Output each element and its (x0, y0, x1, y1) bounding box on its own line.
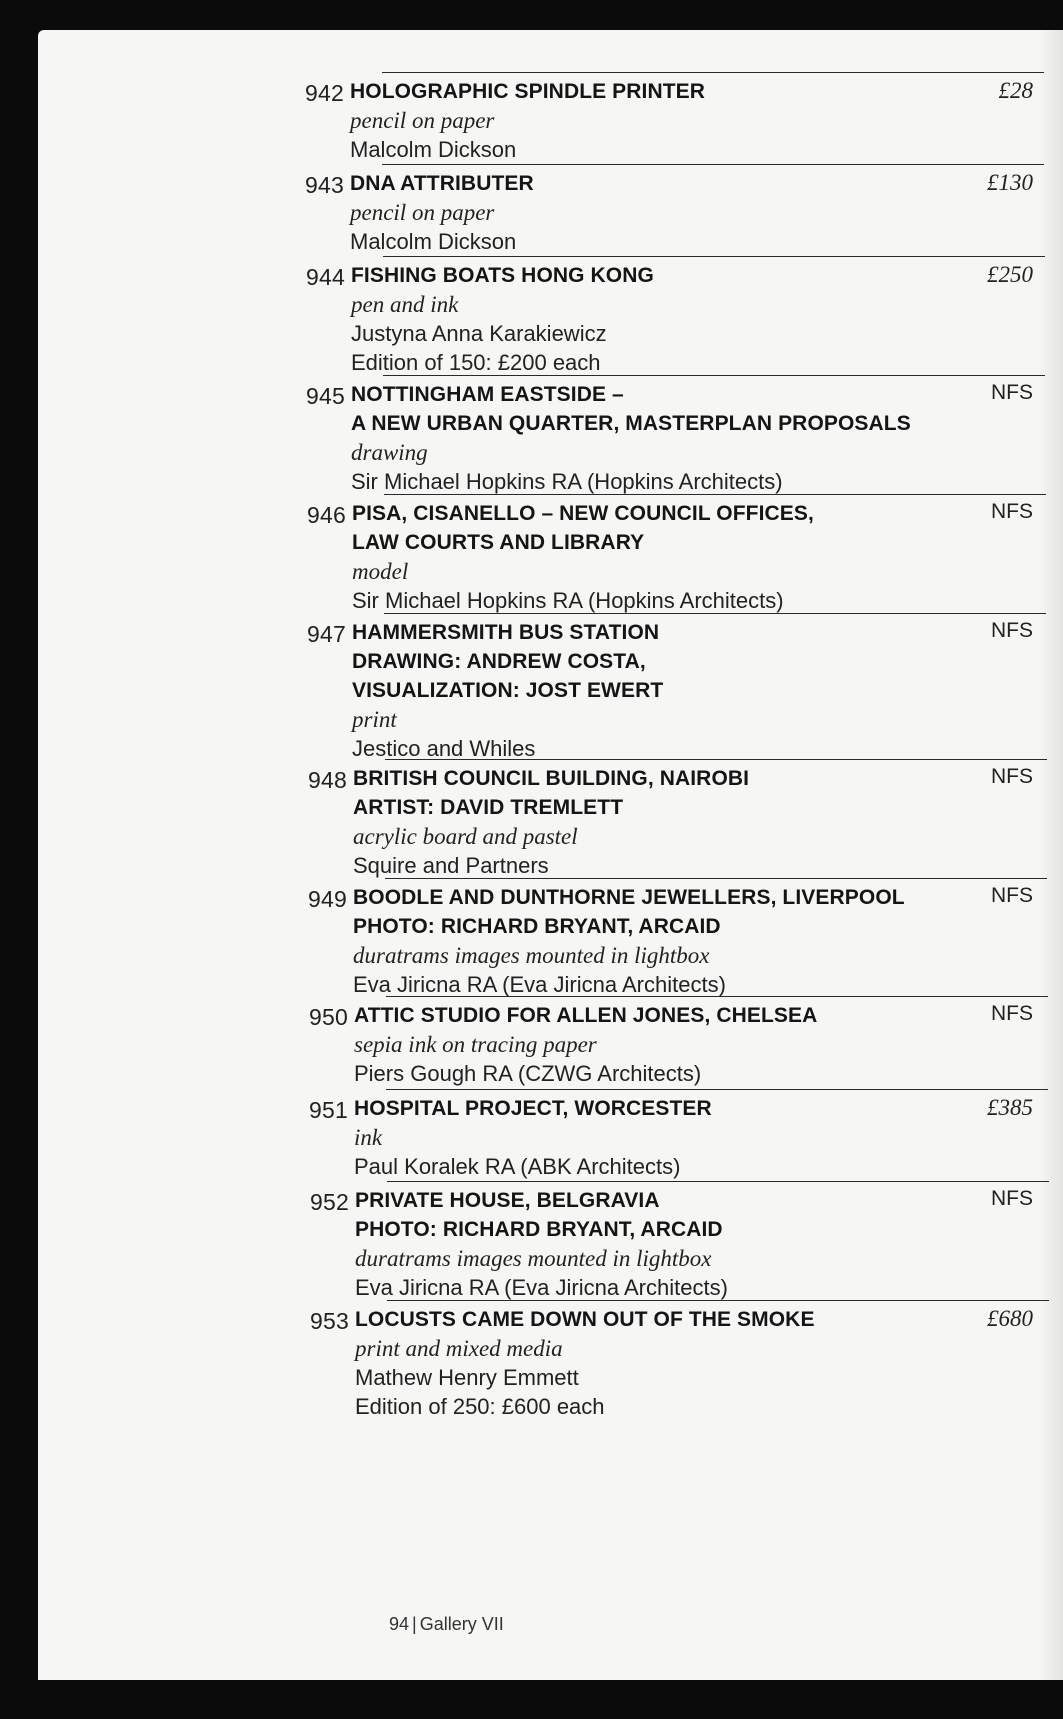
entry-price: £28 (998, 78, 1033, 103)
entry-artist: Eva Jiricna RA (Eva Jiricna Architects) (353, 972, 726, 997)
entry-medium: duratrams images mounted in lightbox (353, 943, 710, 968)
entry-title-line: VISUALIZATION: JOST EWERT (352, 679, 664, 702)
entry-edition: Edition of 250: £600 each (355, 1394, 605, 1419)
entry-medium: pencil on paper (350, 108, 495, 133)
entry-details (355, 1305, 815, 1421)
entry-price: NFS (991, 884, 1033, 907)
entry-medium: duratrams images mounted in lightbox (355, 1246, 712, 1271)
entry-artist: Sir Michael Hopkins RA (Hopkins Architects) (352, 588, 784, 613)
entry-medium: print (352, 707, 397, 732)
entry-artist: Sir Michael Hopkins RA (Hopkins Architects) (351, 469, 783, 494)
entry-number: 942 (305, 80, 344, 106)
entry-details (353, 883, 905, 999)
entry-title-line: A NEW URBAN QUARTER, MASTERPLAN PROPOSALS (351, 412, 911, 435)
entry-title-line: LOCUSTS CAME DOWN OUT OF THE SMOKE (355, 1308, 815, 1331)
entry-price: NFS (991, 500, 1033, 523)
entry-number: 943 (305, 172, 344, 198)
entry-details (351, 380, 911, 496)
entry-title-line: DNA ATTRIBUTER (350, 172, 534, 195)
entry-artist: Eva Jiricna RA (Eva Jiricna Architects) (355, 1275, 728, 1300)
entry-title-line: HOLOGRAPHIC SPINDLE PRINTER (350, 80, 706, 103)
entry-artist: Squire and Partners (353, 853, 549, 878)
entry-artist: Malcolm Dickson (350, 229, 517, 254)
entry-price: NFS (991, 1002, 1033, 1025)
entry-number: 947 (307, 621, 346, 647)
entry-price: NFS (991, 765, 1033, 788)
entry-title-line: ARTIST: DAVID TREMLETT (353, 796, 624, 819)
entry-divider (387, 1181, 1049, 1182)
entry-divider (383, 256, 1045, 257)
entry-price: NFS (991, 381, 1033, 404)
entry-title-line: ATTIC STUDIO FOR ALLEN JONES, CHELSEA (354, 1004, 818, 1027)
entry-artist: Jestico and Whiles (352, 736, 536, 761)
entry-artist: Justyna Anna Karakiewicz (351, 321, 607, 346)
entry-price: £680 (987, 1306, 1033, 1331)
entry-divider (382, 72, 1044, 73)
page-footer (389, 1614, 504, 1635)
entry-number: 949 (308, 886, 347, 912)
entry-title-line: NOTTINGHAM EASTSIDE – (351, 383, 624, 406)
entry-title-line: PHOTO: RICHARD BRYANT, ARCAID (353, 915, 721, 938)
entry-medium: model (352, 559, 409, 584)
entry-title-line: BOODLE AND DUNTHORNE JEWELLERS, LIVERPOOL (353, 886, 905, 909)
entry-title-line: PHOTO: RICHARD BRYANT, ARCAID (355, 1218, 723, 1241)
entry-medium: drawing (351, 440, 428, 465)
entry-divider (382, 164, 1044, 165)
entry-price: £250 (987, 262, 1033, 287)
entry-artist: Mathew Henry Emmett (355, 1365, 579, 1390)
entry-details (350, 169, 534, 256)
entry-title-line: PRIVATE HOUSE, BELGRAVIA (355, 1189, 660, 1212)
entry-number: 950 (309, 1004, 348, 1030)
entry-number: 948 (308, 767, 347, 793)
entry-divider (383, 375, 1045, 376)
catalogue-page (38, 30, 1063, 1680)
entry-price: £385 (987, 1095, 1033, 1120)
entry-divider (385, 759, 1047, 760)
section-name: Gallery VII (419, 1614, 504, 1634)
entry-divider (386, 996, 1048, 997)
entry-title-line: PISA, CISANELLO – NEW COUNCIL OFFICES, (352, 502, 814, 525)
entry-details (351, 261, 654, 377)
entry-medium: pen and ink (351, 292, 459, 317)
entry-divider (385, 878, 1047, 879)
entry-medium: ink (354, 1125, 383, 1150)
footer-separator: | (412, 1614, 417, 1634)
entry-divider (387, 1300, 1049, 1301)
entry-details (354, 1001, 817, 1088)
entry-divider (386, 1089, 1048, 1090)
entry-details (353, 764, 749, 880)
entry-title-line: BRITISH COUNCIL BUILDING, NAIROBI (353, 767, 750, 790)
entry-details (354, 1094, 712, 1181)
entry-price: NFS (991, 619, 1033, 642)
entry-edition: Edition of 150: £200 each (351, 350, 601, 375)
entry-number: 944 (306, 264, 345, 290)
entry-number: 946 (307, 502, 346, 528)
entry-title-line: LAW COURTS AND LIBRARY (352, 531, 645, 554)
entry-title-line: HAMMERSMITH BUS STATION (352, 621, 660, 644)
entry-number: 945 (306, 383, 345, 409)
entry-medium: print and mixed media (355, 1336, 563, 1361)
entry-title-line: FISHING BOATS HONG KONG (351, 264, 654, 287)
entry-medium: sepia ink on tracing paper (354, 1032, 597, 1057)
entry-title-line: DRAWING: ANDREW COSTA, (352, 650, 646, 673)
entry-details (352, 618, 663, 763)
entry-medium: acrylic board and pastel (353, 824, 578, 849)
entry-number: 951 (309, 1097, 348, 1123)
entry-artist: Paul Koralek RA (ABK Architects) (354, 1154, 681, 1179)
entry-details (350, 77, 705, 164)
entry-artist: Piers Gough RA (CZWG Architects) (354, 1061, 702, 1086)
entry-details (352, 499, 814, 615)
entry-title-line: HOSPITAL PROJECT, WORCESTER (354, 1097, 712, 1120)
entry-divider (384, 494, 1046, 495)
entry-medium: pencil on paper (350, 200, 495, 225)
page-edge-shadow (1039, 30, 1063, 1680)
entry-number: 952 (310, 1189, 349, 1215)
entry-details (355, 1186, 728, 1302)
entry-artist: Malcolm Dickson (350, 137, 517, 162)
page-number: 94 (389, 1614, 410, 1634)
entry-price: £130 (987, 170, 1033, 195)
entry-price: NFS (991, 1187, 1033, 1210)
entry-divider (384, 613, 1046, 614)
entry-number: 953 (310, 1308, 349, 1334)
